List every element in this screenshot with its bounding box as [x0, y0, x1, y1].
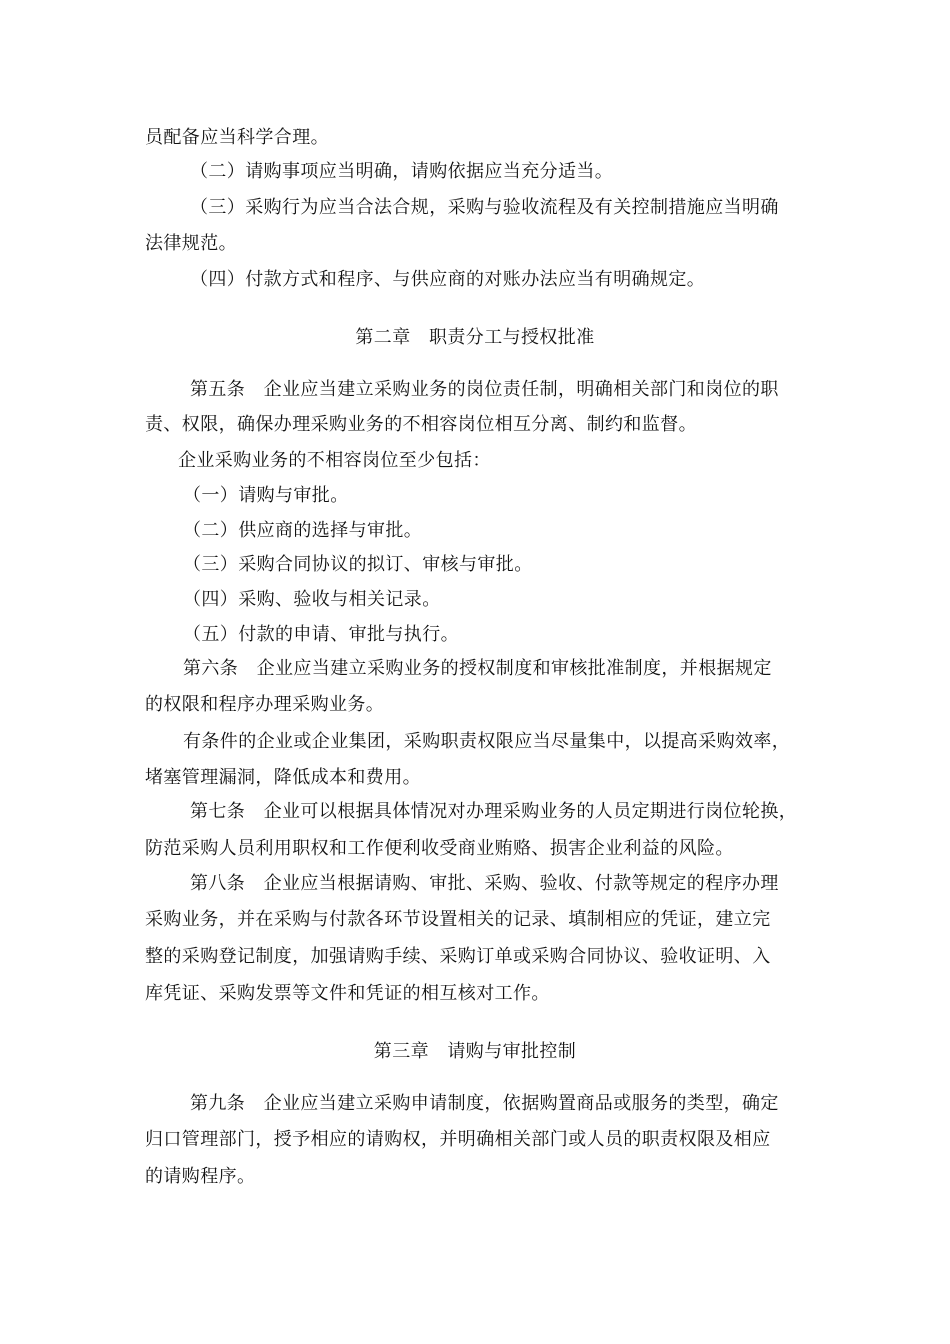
- list-item: （二）供应商的选择与审批。: [183, 520, 423, 541]
- chapter-heading: 第二章 职责分工与授权批准: [355, 327, 595, 348]
- list-item: （四）采购、验收与相关记录。: [183, 589, 441, 610]
- list-item: （三）采购合同协议的拟订、审核与审批。: [183, 554, 533, 575]
- paragraph-line: 防范采购人员利用职权和工作便利收受商业贿赂、损害企业利益的风险。: [145, 838, 734, 859]
- paragraph-line: 的请购程序。: [145, 1166, 256, 1187]
- paragraph-line: 的权限和程序办理采购业务。: [145, 694, 385, 715]
- article-paragraph: 第九条 企业应当建立采购申请制度，依据购置商品或服务的类型，确定: [190, 1093, 779, 1114]
- list-item: （一）请购与审批。: [183, 485, 349, 506]
- paragraph-line: 采购业务，并在采购与付款各环节设置相关的记录、填制相应的凭证，建立完: [145, 909, 771, 930]
- list-item: （四）付款方式和程序、与供应商的对账办法应当有明确规定。: [190, 269, 706, 290]
- paragraph-line: 堵塞管理漏洞，降低成本和费用。: [145, 767, 421, 788]
- paragraph-line: 责、权限，确保办理采购业务的不相容岗位相互分离、制约和监督。: [145, 414, 697, 435]
- paragraph-line: 归口管理部门，授予相应的请购权，并明确相关部门或人员的职责权限及相应: [145, 1129, 771, 1150]
- list-item: （三）采购行为应当合法合规，采购与验收流程及有关控制措施应当明确: [190, 197, 779, 218]
- article-paragraph: 第六条 企业应当建立采购业务的授权制度和审核批准制度，并根据规定: [183, 658, 772, 679]
- paragraph-line: 整的采购登记制度，加强请购手续、采购订单或采购合同协议、验收证明、入: [145, 946, 771, 967]
- chapter-heading: 第三章 请购与审批控制: [373, 1041, 577, 1062]
- article-paragraph: 第八条 企业应当根据请购、审批、采购、验收、付款等规定的程序办理: [190, 873, 779, 894]
- article-paragraph: 第五条 企业应当建立采购业务的岗位责任制，明确相关部门和岗位的职: [190, 379, 779, 400]
- paragraph-line: 员配备应当科学合理。: [145, 127, 329, 148]
- paragraph-line: 企业采购业务的不相容岗位至少包括：: [178, 450, 491, 471]
- paragraph-line: 库凭证、采购发票等文件和凭证的相互核对工作。: [145, 983, 550, 1004]
- paragraph-line: 法律规范。: [145, 233, 237, 254]
- article-paragraph: 第七条 企业可以根据具体情况对办理采购业务的人员定期进行岗位轮换，: [190, 801, 798, 822]
- list-item: （五）付款的申请、审批与执行。: [183, 624, 459, 645]
- paragraph-line: 有条件的企业或企业集团，采购职责权限应当尽量集中，以提高采购效率，: [183, 731, 791, 752]
- list-item: （二）请购事项应当明确，请购依据应当充分适当。: [190, 161, 614, 182]
